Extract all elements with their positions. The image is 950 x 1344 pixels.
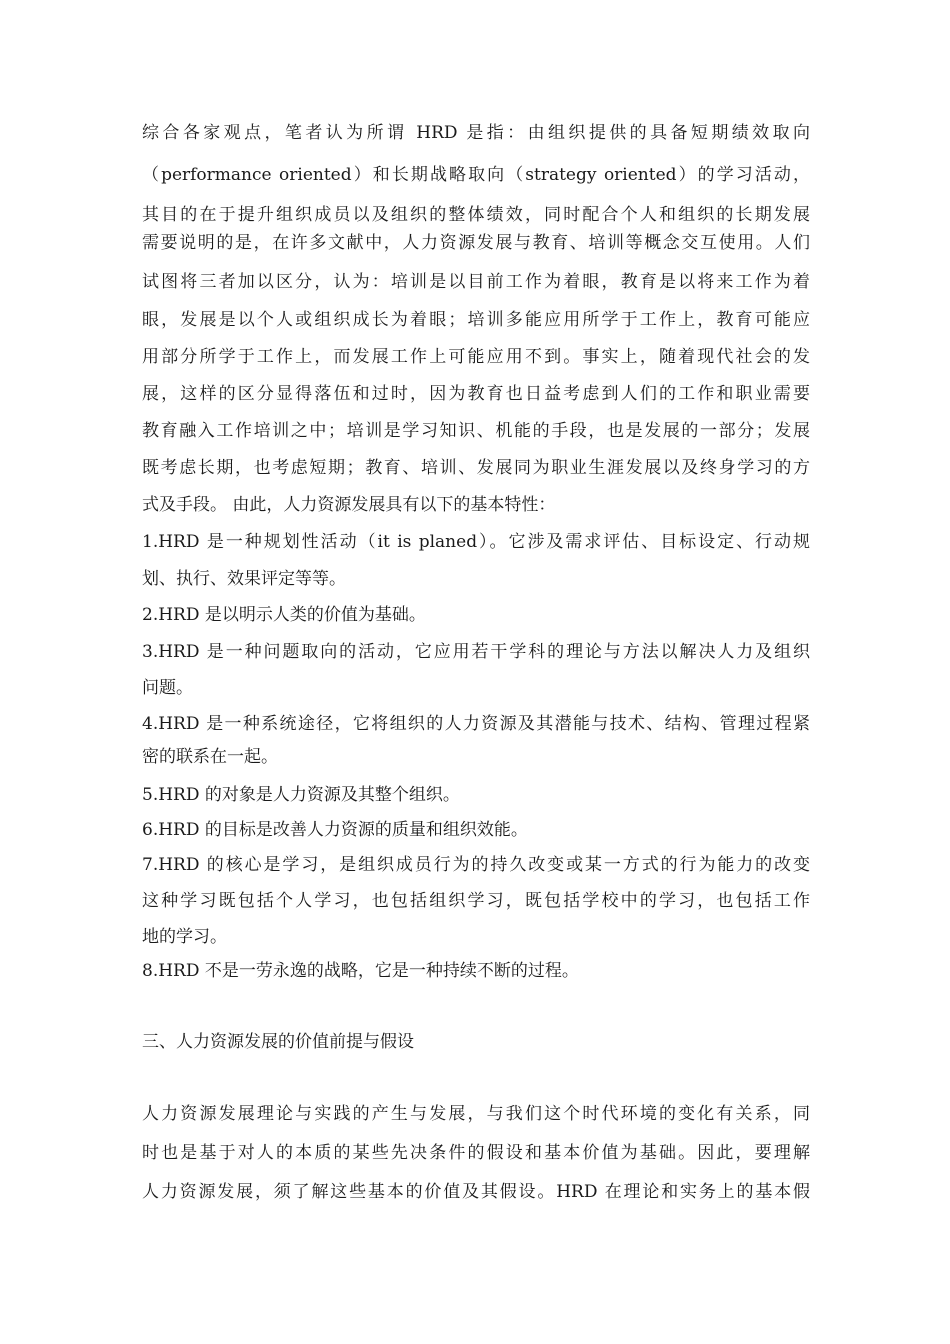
list-item-continuation: 问题。 <box>142 678 193 698</box>
list-item-continuation: 划、执行、效果评定等等。 <box>142 569 346 589</box>
body-text-line: 综合各家观点，笔者认为所谓 HRD 是指：由组织提供的具备短期绩效取向 <box>142 123 810 143</box>
body-text-line: 既考虑长期，也考虑短期；教育、培训、发展同为职业生涯发展以及终身学习的方 <box>142 458 810 478</box>
body-text-line: 用部分所学于工作上，而发展工作上可能应用不到。事实上，随着现代社会的发 <box>142 347 810 367</box>
body-text-line: 其目的在于提升组织成员以及组织的整体绩效，同时配合个人和组织的长期发展 <box>142 205 810 225</box>
body-text-line: 式及手段。 由此，人力资源发展具有以下的基本特性： <box>142 495 556 515</box>
list-item: 5.HRD 的对象是人力资源及其整个组织。 <box>142 785 460 805</box>
body-text-line: 试图将三者加以区分，认为：培训是以目前工作为着眼，教育是以将来工作为着 <box>142 272 810 292</box>
body-text-line: 展，这样的区分显得落伍和过时，因为教育也日益考虑到人们的工作和职业需要 <box>142 384 810 404</box>
list-item-continuation: 地的学习。 <box>142 927 227 947</box>
list-item: 2.HRD 是以明示人类的价值为基础。 <box>142 605 426 625</box>
section-heading: 三、人力资源发展的价值前提与假设 <box>142 1032 414 1052</box>
list-item: 6.HRD 的目标是改善人力资源的质量和组织效能。 <box>142 820 528 840</box>
body-text-line: 需要说明的是，在许多文献中，人力资源发展与教育、培训等概念交互使用。人们 <box>142 233 810 253</box>
list-item: 1.HRD 是一种规划性活动（it is planed）。它涉及需求评估、目标设定、行动规 <box>142 532 810 552</box>
body-text-line: 教育融入工作培训之中；培训是学习知识、机能的手段，也是发展的一部分；发展 <box>142 421 810 441</box>
body-text-line: 眼，发展是以个人或组织成长为着眼；培训多能应用所学于工作上，教育可能应 <box>142 310 810 330</box>
list-item: 3.HRD 是一种问题取向的活动，它应用若干学科的理论与方法以解决人力及组织 <box>142 642 810 662</box>
list-item: 8.HRD 不是一劳永逸的战略，它是一种持续不断的过程。 <box>142 961 579 981</box>
list-item: 4.HRD 是一种系统途径，它将组织的人力资源及其潜能与技术、结构、管理过程紧 <box>142 714 810 734</box>
list-item-continuation: 这种学习既包括个人学习，也包括组织学习，既包括学校中的学习，也包括工作 <box>142 891 810 911</box>
body-text-line: 人力资源发展，须了解这些基本的价值及其假设。HRD 在理论和实务上的基本假 <box>142 1182 810 1202</box>
body-text-line: 人力资源发展理论与实践的产生与发展，与我们这个时代环境的变化有关系，同 <box>142 1104 810 1124</box>
body-text-line: （performance oriented）和长期战略取向（strategy oriented）的学习活动， <box>142 165 810 185</box>
body-text-line: 时也是基于对人的本质的某些先决条件的假设和基本价值为基础。因此，要理解 <box>142 1143 810 1163</box>
list-item-continuation: 密的联系在一起。 <box>142 747 278 767</box>
list-item: 7.HRD 的核心是学习，是组织成员行为的持久改变或某一方式的行为能力的改变 <box>142 855 810 875</box>
